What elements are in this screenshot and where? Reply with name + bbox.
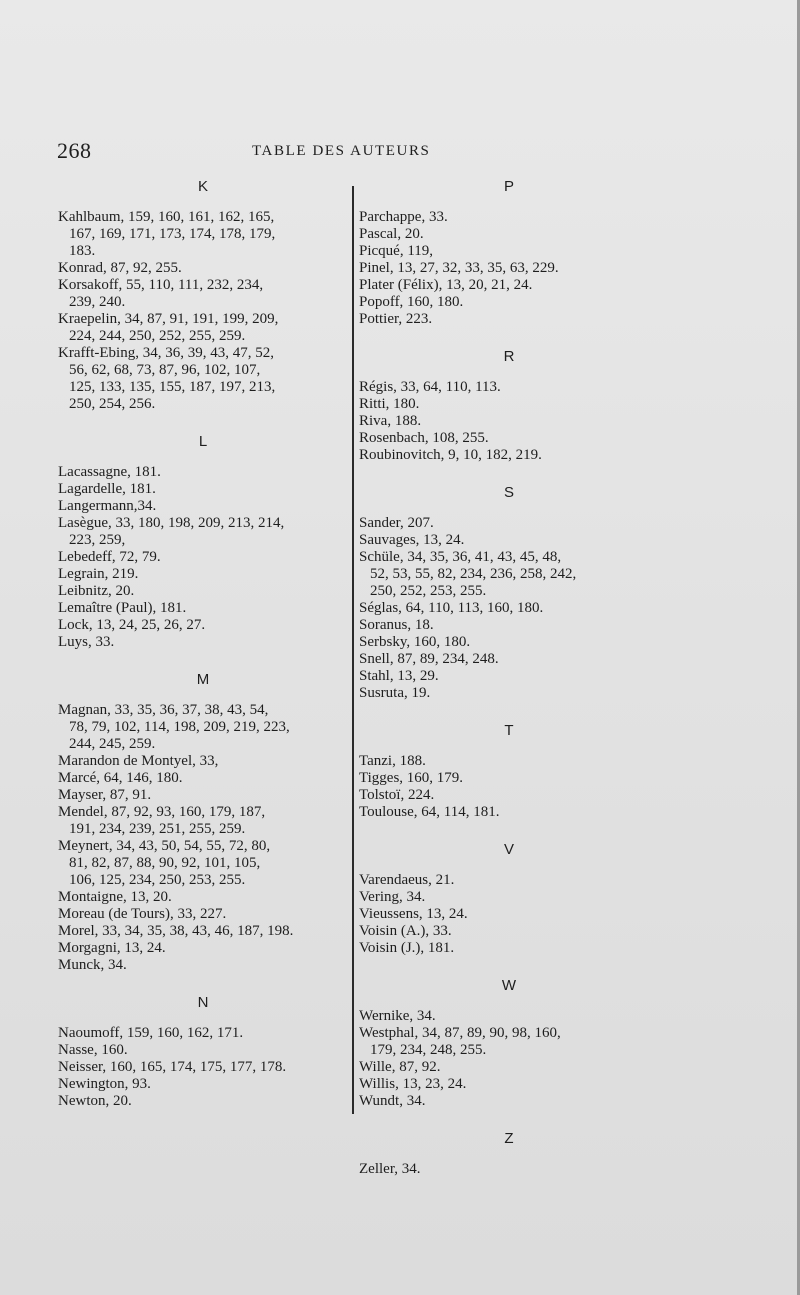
index-entry: Pottier, 223. — [359, 311, 433, 327]
index-entry: Newington, 93. — [58, 1076, 151, 1092]
index-entry: Schüle, 34, 35, 36, 41, 43, 45, 48, — [359, 549, 562, 565]
index-entry: Moreau (de Tours), 33, 227. — [58, 906, 227, 922]
section-letter-k: K — [197, 178, 208, 195]
index-entry: Marcé, 64, 146, 180. — [58, 770, 183, 786]
section-m — [58, 671, 348, 974]
column-divider — [352, 186, 354, 1114]
index-entry: Pascal, 20. — [359, 226, 424, 242]
index-entry: Popoff, 160, 180. — [359, 294, 464, 310]
index-entry: Tolstoï, 224. — [359, 787, 435, 803]
page-number: 268 — [57, 138, 92, 163]
index-entry: Lock, 13, 24, 25, 26, 27. — [58, 617, 206, 633]
index-entry: Picqué, 119, — [359, 243, 434, 259]
index-entry: Régis, 33, 64, 110, 113. — [359, 379, 501, 395]
index-entry-continuation: 223, 259, — [69, 532, 126, 548]
section-v — [359, 841, 659, 957]
section-r — [359, 348, 659, 464]
index-entry: Luys, 33. — [58, 634, 115, 650]
index-entry: Lemaître (Paul), 181. — [58, 600, 187, 616]
index-entry-continuation: 250, 254, 256. — [69, 396, 156, 412]
section-w — [359, 977, 659, 1110]
section-letter-z: Z — [504, 1130, 514, 1147]
index-entry: Wille, 87, 92. — [359, 1059, 441, 1075]
index-entry: Snell, 87, 89, 234, 248. — [359, 651, 499, 667]
index-entry: Susruta, 19. — [359, 685, 431, 701]
index-entry: Munck, 34. — [58, 957, 127, 973]
index-entry-continuation: 167, 169, 171, 173, 174, 178, 179, — [69, 226, 276, 242]
index-entry: Voisin (A.), 33. — [359, 923, 452, 939]
index-entry: Vieussens, 13, 24. — [359, 906, 468, 922]
index-entry: Tigges, 160, 179. — [359, 770, 464, 786]
index-entry: Parchappe, 33. — [359, 209, 448, 225]
index-entry: Meynert, 34, 43, 50, 54, 55, 72, 80, — [58, 838, 271, 854]
index-entry-continuation: 250, 252, 253, 255. — [370, 583, 487, 599]
index-entry: Lacassagne, 181. — [58, 464, 161, 480]
index-entry: Marandon de Montyel, 33, — [58, 753, 219, 769]
index-entry: Lebedeff, 72, 79. — [58, 549, 161, 565]
index-entry-continuation: 244, 245, 259. — [69, 736, 156, 752]
index-entry: Montaigne, 13, 20. — [58, 889, 172, 905]
index-entry: Wernike, 34. — [359, 1008, 436, 1024]
index-entry: Lasègue, 33, 180, 198, 209, 213, 214, — [58, 515, 285, 531]
index-entry: Konrad, 87, 92, 255. — [58, 260, 182, 276]
index-entry: Morgagni, 13, 24. — [58, 940, 166, 956]
index-entry-continuation: 52, 53, 55, 82, 234, 236, 258, 242, — [370, 566, 577, 582]
section-letter-v: V — [503, 841, 514, 858]
index-entry-continuation: 239, 240. — [69, 294, 126, 310]
right-column — [359, 178, 659, 1178]
section-letter-m: M — [196, 671, 210, 688]
section-n — [58, 994, 348, 1110]
index-entry: Pinel, 13, 27, 32, 33, 35, 63, 229. — [359, 260, 559, 276]
index-entry-continuation: 224, 244, 250, 252, 255, 259. — [69, 328, 246, 344]
section-p — [359, 178, 659, 328]
index-entry: Kraepelin, 34, 87, 91, 191, 199, 209, — [58, 311, 279, 327]
index-entry: Willis, 13, 23, 24. — [359, 1076, 467, 1092]
index-entry: Roubinovitch, 9, 10, 182, 219. — [359, 447, 542, 463]
index-entry-continuation: 179, 234, 248, 255. — [370, 1042, 487, 1058]
index-entry: Wundt, 34. — [359, 1093, 426, 1109]
index-entry: Naoumoff, 159, 160, 162, 171. — [58, 1025, 244, 1041]
index-entry: Morel, 33, 34, 35, 38, 43, 46, 187, 198. — [58, 923, 294, 939]
index-entry: Sander, 207. — [359, 515, 434, 531]
index-entry: Mayser, 87, 91. — [58, 787, 152, 803]
section-letter-w: W — [501, 977, 517, 994]
index-entry: Lagardelle, 181. — [58, 481, 156, 497]
index-entry-continuation: 78, 79, 102, 114, 198, 209, 219, 223, — [69, 719, 290, 735]
index-entry-continuation: 191, 234, 239, 251, 255, 259. — [69, 821, 246, 837]
index-entry: Westphal, 34, 87, 89, 90, 98, 160, — [359, 1025, 561, 1041]
index-entry: Newton, 20. — [58, 1093, 132, 1109]
index-entry: Soranus, 18. — [359, 617, 434, 633]
section-s — [359, 484, 659, 702]
left-column — [58, 178, 348, 1110]
index-entry: Tanzi, 188. — [359, 753, 426, 769]
index-entry-continuation: 56, 62, 68, 73, 87, 96, 102, 107, — [69, 362, 261, 378]
section-l — [58, 433, 348, 651]
section-k — [58, 178, 348, 413]
index-entry: Krafft-Ebing, 34, 36, 39, 43, 47, 52, — [58, 345, 274, 361]
index-entry-continuation: 183. — [69, 243, 96, 259]
section-letter-s: S — [503, 484, 514, 501]
section-z — [359, 1130, 659, 1178]
index-entry: Stahl, 13, 29. — [359, 668, 439, 684]
section-letter-p: P — [503, 178, 514, 195]
index-entry-continuation: 125, 133, 135, 155, 187, 197, 213, — [69, 379, 276, 395]
index-entry: Vering, 34. — [359, 889, 426, 905]
index-entry-continuation: 81, 82, 87, 88, 90, 92, 101, 105, — [69, 855, 261, 871]
index-entry: Legrain, 219. — [58, 566, 139, 582]
index-entry: Serbsky, 160, 180. — [359, 634, 471, 650]
section-letter-n: N — [197, 994, 209, 1011]
index-entry: Toulouse, 64, 114, 181. — [359, 804, 500, 820]
index-entry: Zeller, 34. — [359, 1161, 421, 1177]
section-letter-t: T — [504, 722, 514, 739]
index-entry: Ritti, 180. — [359, 396, 420, 412]
index-entry: Séglas, 64, 110, 113, 160, 180. — [359, 600, 544, 616]
index-entry: Leibnitz, 20. — [58, 583, 135, 599]
index-entry: Korsakoff, 55, 110, 111, 232, 234, — [58, 277, 264, 293]
index-entry: Nasse, 160. — [58, 1042, 128, 1058]
index-entry: Langermann,34. — [58, 498, 157, 514]
index-entry: Magnan, 33, 35, 36, 37, 38, 43, 54, — [58, 702, 269, 718]
index-entry: Neisser, 160, 165, 174, 175, 177, 178. — [58, 1059, 287, 1075]
section-letter-r: R — [503, 348, 515, 365]
section-t — [359, 722, 659, 821]
index-entry: Varendaeus, 21. — [359, 872, 455, 888]
index-entry: Kahlbaum, 159, 160, 161, 162, 165, — [58, 209, 275, 225]
index-entry: Mendel, 87, 92, 93, 160, 179, 187, — [58, 804, 266, 820]
index-entry: Rosenbach, 108, 255. — [359, 430, 489, 446]
running-title: TABLE DES AUTEURS — [252, 143, 431, 159]
index-entry: Plater (Félix), 13, 20, 21, 24. — [359, 277, 533, 293]
section-letter-l: L — [198, 433, 208, 450]
index-entry: Riva, 188. — [359, 413, 422, 429]
index-entry: Voisin (J.), 181. — [359, 940, 455, 956]
index-entry: Sauvages, 13, 24. — [359, 532, 465, 548]
index-entry-continuation: 106, 125, 234, 250, 253, 255. — [69, 872, 246, 888]
